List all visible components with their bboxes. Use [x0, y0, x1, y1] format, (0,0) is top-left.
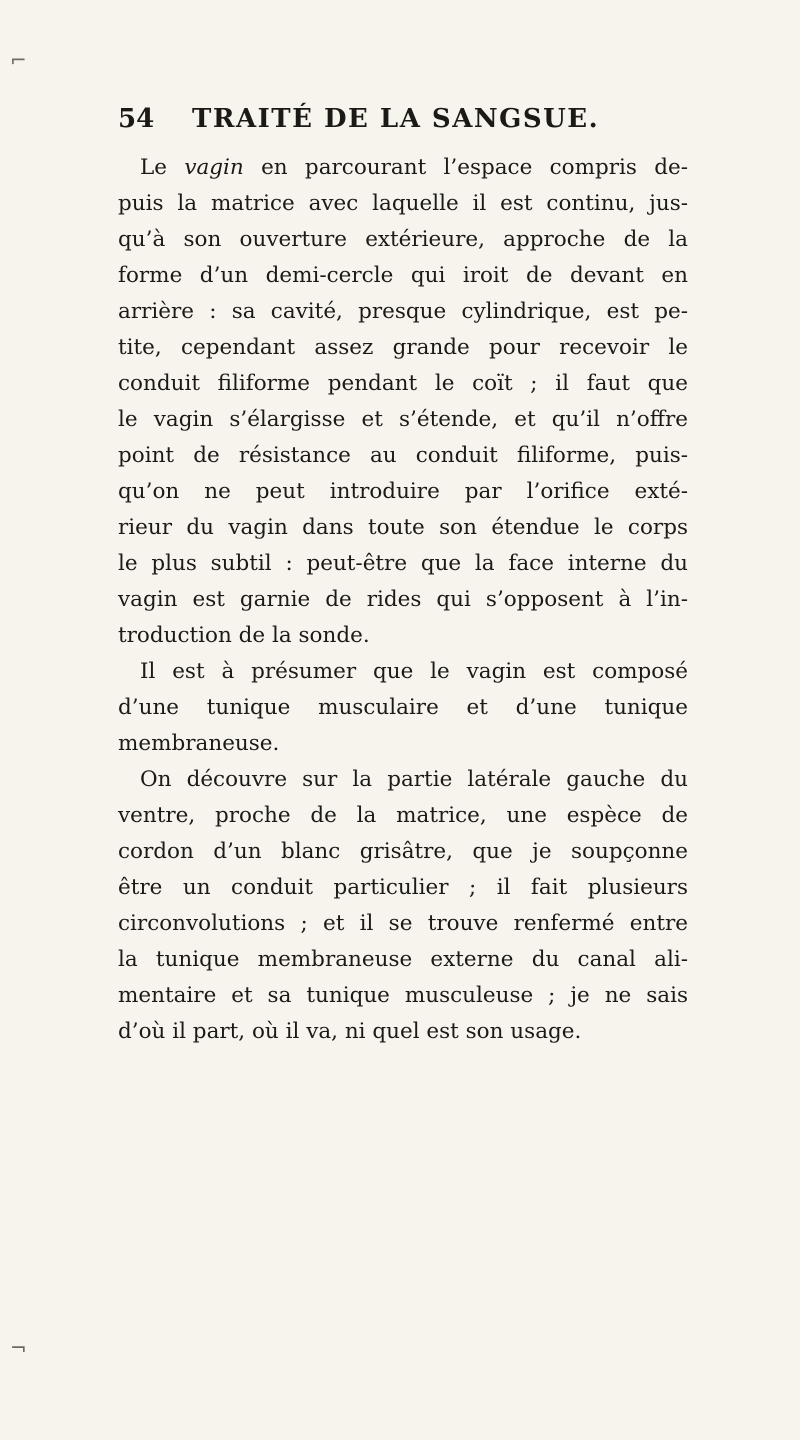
text-fragment: en parcourant l’espace compris de- [243, 155, 688, 180]
text-line: troduction de la sonde. [118, 623, 370, 648]
text-line: point de résistance au conduit filiforme, puis- [118, 443, 688, 468]
text-line: d’où il part, où il va, ni quel est son usage. [118, 1019, 582, 1044]
text-line: qu’on ne peut introduire par l’orifice exté- [118, 479, 688, 504]
text-body [118, 150, 688, 1050]
page-number: 54 [118, 104, 155, 134]
emphasized-term: vagin [184, 155, 244, 180]
text-line: puis la matrice avec laquelle il est continu, jus- [118, 191, 688, 216]
text-line: la tunique membraneuse externe du canal ali- [118, 947, 688, 972]
text-line: On découvre sur la partie latérale gauche du [140, 767, 688, 792]
text-line: vagin est garnie de rides qui s’opposent à l’in- [118, 587, 688, 612]
text-line: cordon d’un blanc grisâtre, que je soupçonne [118, 839, 688, 864]
text-line: circonvolutions ; et il se trouve renfermé entre [118, 911, 688, 936]
text-fragment: Le [140, 155, 185, 180]
text-line [118, 150, 688, 186]
running-title: TRAITÉ DE LA SANGSUE. [192, 104, 600, 134]
page-header [118, 104, 678, 144]
text-line: mentaire et sa tunique musculeuse ; je ne sais [118, 983, 688, 1008]
page-edge-mark: ¬ [10, 1336, 27, 1360]
text-line: forme d’un demi-cercle qui iroit de devant en [118, 263, 688, 288]
text-line: le plus subtil : peut-être que la face interne du [118, 551, 688, 576]
text-line: d’une tunique musculaire et d’une tunique [118, 695, 688, 720]
text-line: arrière : sa cavité, presque cylindrique, est pe- [118, 299, 688, 324]
text-line: rieur du vagin dans toute son étendue le corps [118, 515, 688, 540]
text-line: ventre, proche de la matrice, une espèce de [118, 803, 688, 828]
text-line: membraneuse. [118, 731, 280, 756]
text-line: tite, cependant assez grande pour recevoir le [118, 335, 688, 360]
text-line: conduit filiforme pendant le coït ; il faut que [118, 371, 688, 396]
text-line: être un conduit particulier ; il fait plusieurs [118, 875, 688, 900]
text-line: le vagin s’élargisse et s’étende, et qu’il n’offre [118, 407, 688, 432]
text-line: Il est à présumer que le vagin est composé [140, 659, 688, 684]
page-edge-mark: ⌐ [10, 48, 27, 72]
text-line: qu’à son ouverture extérieure, approche de la [118, 227, 688, 252]
